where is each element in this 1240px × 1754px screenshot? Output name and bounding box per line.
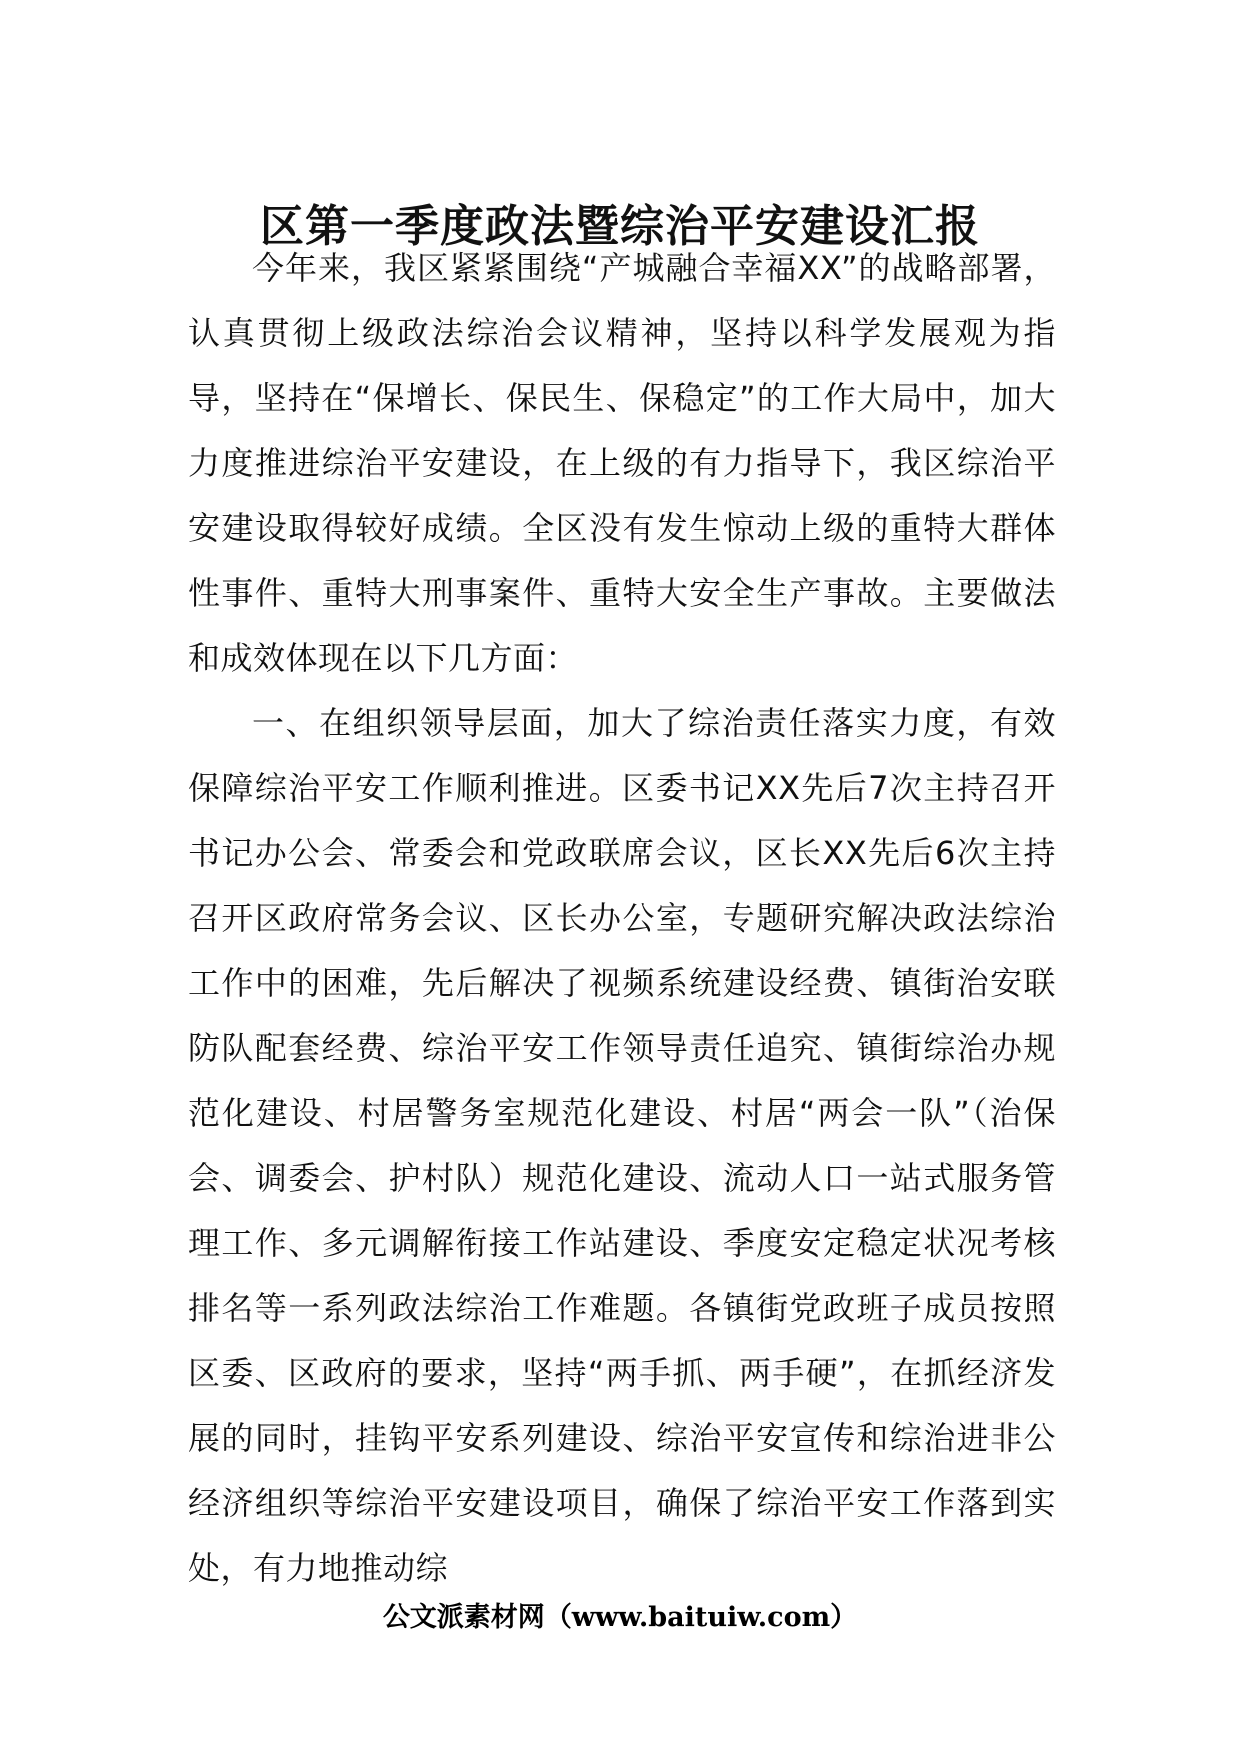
document-title: 区第一季度政法暨综治平安建设汇报 [260,201,980,253]
document-body [188,236,1056,1601]
paragraph-intro: 今年来，我区紧紧围绕“产城融合幸福XX”的战略部署，认真贯彻上级政法综治会议精神，坚持以科学发展观为指导，坚持在“保增长、保民生、保稳定”的工作大局中，加大力度推进综治平安建设，在上级的有力指导下，我区综治平安建设取得较好成绩。全区没有发生惊动上级的重特大群体性事件、重特大刑事案件、重特大安全生产事故。主要做法和成效体现在以下几方面： [188,249,1056,677]
footer-watermark [0,1598,1240,1638]
footer-url: （www.baituiw.com） [544,1602,858,1633]
footer-site-name: 公文派素材网 [382,1602,545,1633]
paragraph-section-one: 一、在组织领导层面，加大了综治责任落实力度，有效保障综治平安工作顺利推进。区委书记XX先后7次主持召开书记办公会、常委会和党政联席会议，区长XX先后6次主持召开区政府常务会议、区长办公室，专题研究解决政法综治工作中的困难，先后解决了视频系统建设经费、镇街治安联防队配套经费、综治平安工作领导责任追究、镇街综治办规范化建设、村居警务室规范化建设、村居“两会一队”（治保会、调委会、护村队）规范化建设、流动人口一站式服务管理工作、多元调解衔接工作站建设、季度安定稳定状况考核排名等一系列政法综治工作难题。各镇街党政班子成员按照区委、区政府的要求，坚持“两手抓、两手硬”，在抓经济发展的同时，挂钩平安系列建设、综治平安宣传和综治进非公经济组织等综治平安建设项目，确保了综治平安工作落到实处，有力地推动综 [188,704,1056,1587]
